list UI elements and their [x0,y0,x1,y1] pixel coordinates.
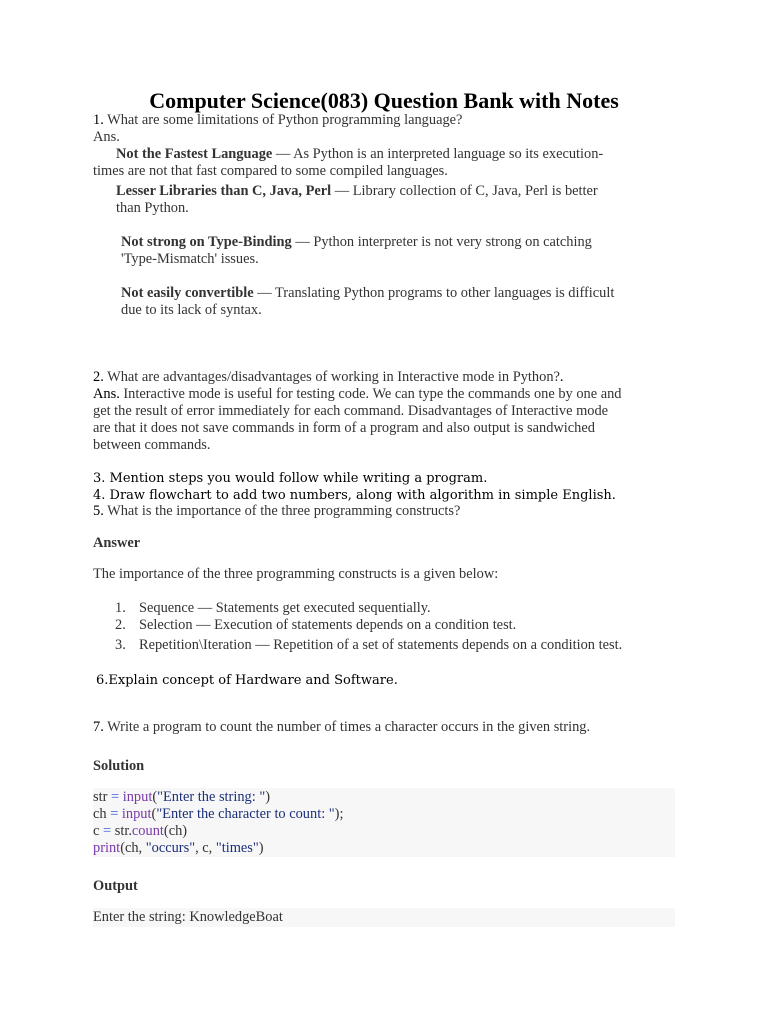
code-line: str = input("Enter the string: ") [93,789,270,805]
solution-heading: Solution [93,758,145,774]
point-text: — Library collection of C, Java, Perl is better [331,183,598,199]
question-text: What are advantages/disadvantages of working in Interactive mode in Python? [107,369,560,385]
answer-intro: The importance of the three programming constructs is a given below: [93,566,499,582]
output-heading: Output [93,878,138,894]
limitation-point [116,183,598,200]
point-heading: Not strong on Type-Binding [121,234,292,250]
answer-line: are that it does not save commands in form of a program and also output is sandwiched [93,420,595,436]
answer-heading: Answer [93,535,141,551]
question-number: 7. [93,719,104,735]
list-item [115,617,516,634]
limitation-point [121,285,614,302]
point-text: — Python interpreter is not very strong on catching [291,234,592,250]
code-line: ch = input("Enter the character to count: "); [93,806,344,822]
list-item [115,600,431,617]
list-number: 3. [115,637,126,653]
question-3: 3. Mention steps you would follow while writing a program. [93,471,488,486]
question-number: 1. [93,112,104,128]
question-number: 2. [93,369,104,385]
answer-label: Ans. [93,386,120,402]
code-block [93,788,675,857]
answer-line: get the result of error immediately for each command. Disadvantages of Interactive mode [93,403,609,419]
question-number: 5. [93,503,104,519]
output-line: Enter the string: KnowledgeBoat [93,909,283,925]
point-continuation: than Python. [116,200,189,216]
list-text: Sequence — Statements get executed sequentially. [139,600,431,616]
question-text: Write a program to count the number of times a character occurs in the given string. [107,719,591,735]
question-5 [93,503,460,520]
question-1 [93,112,462,129]
limitation-point [116,146,603,163]
question-6: 6.Explain concept of Hardware and Software. [96,673,398,688]
point-continuation: times are not that fast compared to some compiled languages. [93,163,448,179]
list-number: 1. [115,600,126,616]
point-continuation: 'Type-Mismatch' issues. [121,251,259,267]
question-mark: . [559,369,564,385]
list-item [115,637,622,654]
question-text: What is the importance of the three programming constructs? [107,503,461,519]
question-text: What are some limitations of Python programming language? [107,112,463,128]
answer-paragraph [93,386,622,403]
point-continuation: due to its lack of syntax. [121,302,262,318]
list-text: Repetition\Iteration — Repetition of a set of statements depends on a condition test. [139,637,623,653]
code-line: c = str.count(ch) [93,823,188,839]
limitation-point [121,234,592,251]
point-heading: Not the Fastest Language [116,146,273,162]
point-text: — As Python is an interpreted language so its execution- [272,146,604,162]
list-number: 2. [115,617,126,633]
list-text: Selection — Execution of statements depends on a condition test. [139,617,517,633]
point-heading: Not easily convertible [121,285,254,301]
output-block [93,908,675,927]
point-text: — Translating Python programs to other languages is difficult [253,285,615,301]
code-line: print(ch, "occurs", c, "times") [93,840,264,856]
answer-line: between commands. [93,437,211,453]
point-heading: Lesser Libraries than C, Java, Perl [116,183,332,199]
page-title: Computer Science(083) Question Bank with Notes [149,88,619,113]
answer-label: Ans. [93,129,120,145]
question-2 [93,369,564,386]
question-4: 4. Draw flowchart to add two numbers, along with algorithm in simple English. [93,488,616,503]
question-7 [93,719,590,736]
answer-text: Interactive mode is useful for testing code. We can type the commands one by one and [119,386,622,402]
